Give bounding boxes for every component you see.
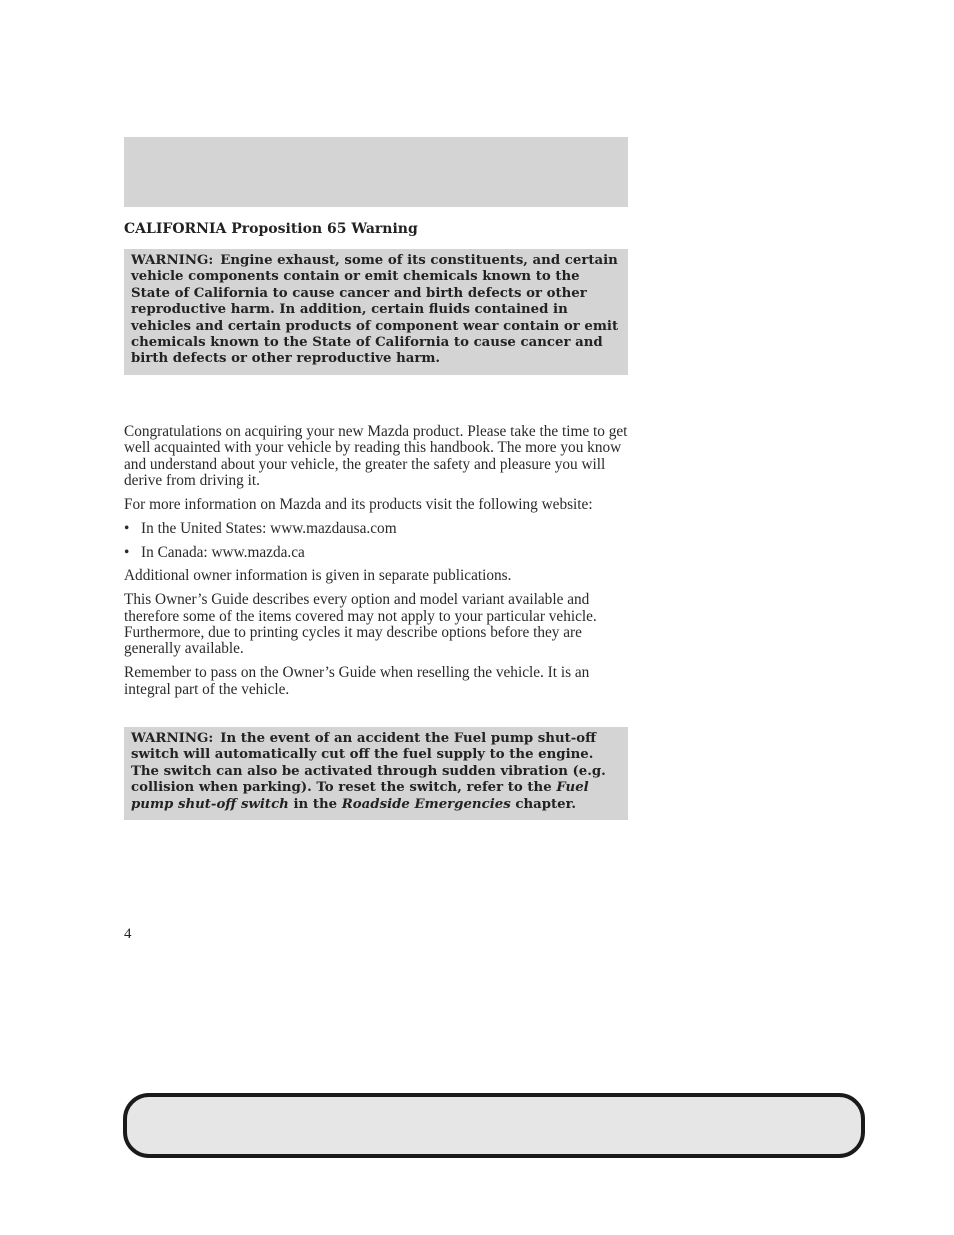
list-item (124, 521, 634, 537)
bullet-icon: • (124, 543, 130, 561)
warning-box-prop65 (124, 249, 628, 375)
section-heading: CALIFORNIA Proposition 65 Warning (124, 221, 418, 237)
list-item (124, 545, 634, 561)
bullet-text-us: In the United States: www.mazdausa.com (141, 519, 397, 537)
warning-label: WARNING: (131, 253, 214, 268)
warning-text: Engine exhaust, some of its constituents, and certain vehicle components contain or emit chemicals known to the State of California to cause cancer and birth defects or other reproductive harm. In addition, certain fluids contained in vehicles and certain products of component wear contain or emit chemicals known to the State of California to cause cancer and birth defects or other reproductive harm. (131, 253, 619, 367)
intro-body (124, 424, 634, 705)
warning-text-before: In the event of an accident the Fuel pump shut-off switch will automatically cut off the fuel supply to the engine. The switch can also be activated through sudden vibration (e.g. collision when parking). To reset the switch, refer to the (131, 731, 606, 796)
bullet-icon: • (124, 519, 130, 537)
paragraph-additional-info: Additional owner information is given in separate publications. (124, 567, 512, 585)
reference-roadside-emergencies: Roadside Emergencies (341, 796, 511, 812)
reference-fuel-pump-switch: Fuel pump shut-off switch (131, 780, 589, 812)
warning-text-mid: in the (293, 796, 338, 812)
paragraph-more-info: For more information on Mazda and its products visit the following website: (124, 496, 593, 514)
warning-label: WARNING: (131, 731, 214, 746)
bullet-text-canada: In Canada: www.mazda.ca (141, 543, 305, 561)
page-number: 4 (124, 926, 132, 942)
paragraph-congratulations: Congratulations on acquiring your new Mazda product. Please take the time to get well acquainted with your vehicle by reading this handbook. The more you know and understand about your vehicle, the greater the safety and pleasure you will derive from driving it. (124, 423, 628, 490)
warning-box-fuel-pump (124, 727, 628, 820)
paragraph-remember: Remember to pass on the Owner’s Guide when reselling the vehicle. It is an integral part of the vehicle. (124, 664, 590, 698)
paragraph-owners-guide: This Owner’s Guide describes every option and model variant available and therefore some of the items covered may not apply to your particular vehicle. Furthermore, due to printing cycles it may describe options before they are generally available. (124, 591, 597, 658)
footer-tab (123, 1093, 865, 1158)
warning-text-after: chapter. (515, 796, 577, 812)
header-box (124, 137, 628, 207)
